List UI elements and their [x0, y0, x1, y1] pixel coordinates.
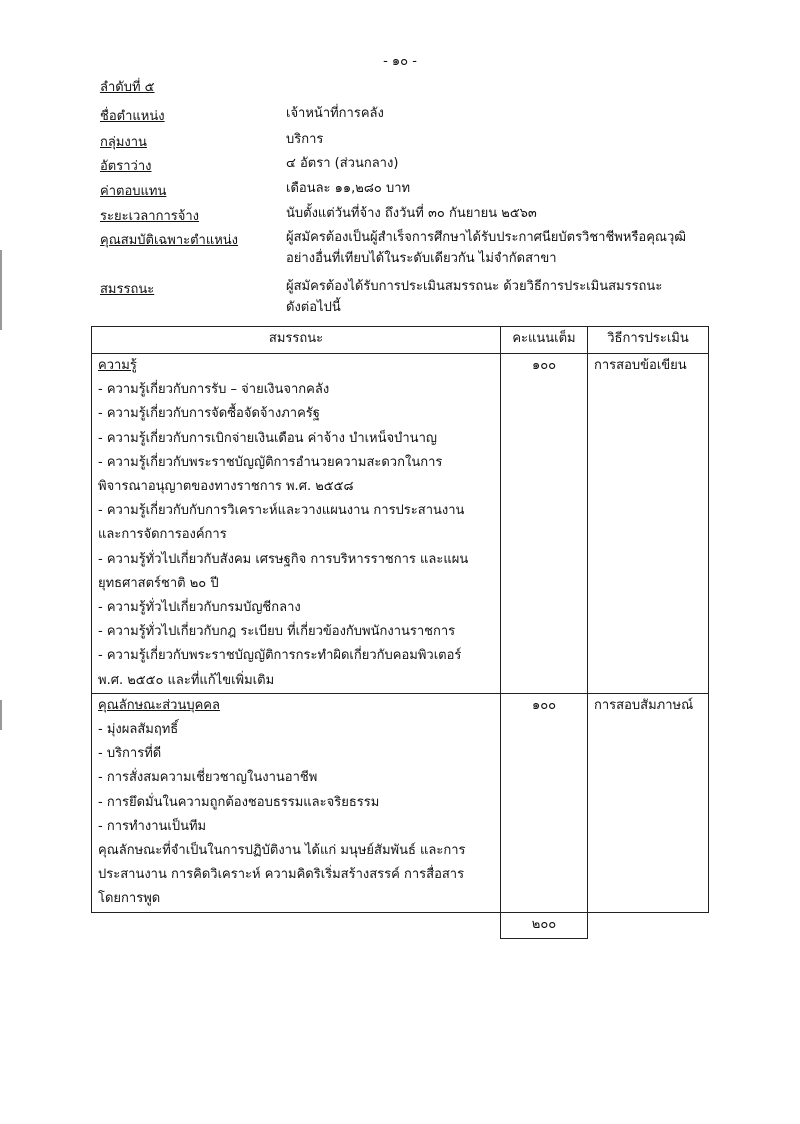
qualifications-line: ผู้สมัครต้องเป็นผู้สำเร็จการศึกษาได้รับประกาศนียบัตรวิชาชีพหรือคุณวุฒิ	[286, 230, 687, 245]
knowledge-item: - ความรู้ทั่วไปเกี่ยวกับสังคม เศรษฐกิจ การบริหารราชการ และแผน	[98, 551, 469, 567]
field-label-job-group: กลุ่มงาน	[100, 135, 147, 150]
knowledge-item: - ความรู้ทั่วไปเกี่ยวกับกฎ ระเบียบ ที่เกี่ยวข้องกับพนักงานราชการ	[98, 624, 456, 640]
competency-line: ผู้สมัครต้องได้รับการประเมินสมรรถนะ ด้วยวิธีการประเมินสมรรถนะ	[286, 279, 663, 294]
knowledge-item: ยุทธศาสตร์ชาติ ๒๐ ปี	[98, 575, 219, 591]
table-total-row	[92, 912, 709, 938]
total-score: ๒๐๐	[501, 912, 588, 938]
attribute-item: โดยการพูด	[98, 891, 161, 907]
field-value-employment-period: นับตั้งแต่วันที่จ้าง ถึงวันที่ ๓๐ กันยายน ๒๕๖๓	[286, 206, 537, 221]
knowledge-item: พิจารณาอนุญาตของทางราชการ พ.ศ. ๒๕๕๘	[98, 479, 354, 495]
header-assessment-method: วิธีการประเมิน	[588, 327, 709, 354]
knowledge-item: และการจัดการองค์การ	[98, 527, 227, 543]
field-value-position-name: เจ้าหน้าที่การคลัง	[286, 106, 384, 121]
table-row-knowledge	[92, 354, 709, 694]
table-header-row	[92, 327, 709, 354]
qualifications-line: อย่างอื่นที่เทียบได้ในระดับเดียวกัน ไม่จำกัดสาขา	[286, 251, 557, 266]
scan-edge-mark	[0, 700, 2, 730]
competency-table	[91, 326, 709, 939]
personal-attributes-title: คุณลักษณะส่วนบุคคล	[98, 697, 220, 713]
attribute-item: คุณลักษณะที่จำเป็นในการปฏิบัติงาน ได้แก่ มนุษย์สัมพันธ์ และการ	[98, 843, 466, 859]
personal-attributes-score: ๑๐๐	[501, 693, 588, 912]
field-value-job-group: บริการ	[286, 132, 324, 147]
knowledge-score: ๑๐๐	[501, 354, 588, 694]
attribute-item: - การยึดมั่นในความถูกต้องชอบธรรมและจริยธรรม	[98, 794, 380, 810]
field-label-position-name: ชื่อตำแหน่ง	[100, 109, 165, 124]
table-row-personal-attributes	[92, 693, 709, 912]
field-label-qualifications: คุณสมบัติเฉพาะตำแหน่ง	[100, 233, 239, 248]
scan-edge-mark	[0, 250, 2, 330]
field-value-vacancies: ๔ อัตรา (ส่วนกลาง)	[286, 156, 399, 171]
field-label-compensation: ค่าตอบแทน	[100, 184, 167, 199]
field-value-compensation: เดือนละ ๑๑,๒๘๐ บาท	[286, 181, 411, 196]
attribute-item: - การทำงานเป็นทีม	[98, 818, 207, 834]
field-label-vacancies: อัตราว่าง	[100, 159, 152, 174]
knowledge-item: - ความรู้เกี่ยวกับการรับ – จ่ายเงินจากคลัง	[98, 382, 330, 398]
knowledge-item: - ความรู้เกี่ยวกับการจัดซื้อจัดจ้างภาครัฐ	[98, 406, 320, 422]
knowledge-item: - ความรู้เกี่ยวกับกับการวิเคราะห์และวางแผนงาน การประสานงาน	[98, 503, 465, 519]
sequence-label: ลำดับที่ ๕	[100, 80, 155, 95]
page-number: - ๑๐ -	[383, 54, 417, 69]
knowledge-cell	[92, 354, 501, 694]
field-value-competency	[286, 276, 706, 318]
field-value-qualifications	[286, 227, 706, 269]
competency-line: ดังต่อไปนี้	[286, 300, 341, 315]
field-label-employment-period: ระยะเวลาการจ้าง	[100, 209, 199, 224]
knowledge-item: พ.ศ. ๒๕๕๐ และที่แก้ไขเพิ่มเติม	[98, 672, 275, 688]
personal-attributes-cell	[92, 693, 501, 912]
personal-attributes-method: การสอบสัมภาษณ์	[588, 693, 709, 912]
total-blank-left	[92, 912, 501, 938]
knowledge-item: - ความรู้ทั่วไปเกี่ยวกับกรมบัญชีกลาง	[98, 600, 301, 616]
knowledge-method: การสอบข้อเขียน	[588, 354, 709, 694]
attribute-item: ประสานงาน การคิดวิเคราะห์ ความคิดริเริ่มสร้างสรรค์ การสื่อสาร	[98, 867, 465, 883]
knowledge-item: - ความรู้เกี่ยวกับพระราชบัญญัติการอำนวยความสะดวกในการ	[98, 454, 443, 470]
total-blank-right	[588, 912, 709, 938]
attribute-item: - มุ่งผลสัมฤทธิ์	[98, 722, 179, 738]
header-full-score: คะแนนเต็ม	[501, 327, 588, 354]
attribute-item: - การสั่งสมความเชี่ยวชาญในงานอาชีพ	[98, 770, 318, 786]
knowledge-item: - ความรู้เกี่ยวกับการเบิกจ่ายเงินเดือน ค่าจ้าง บำเหน็จบำนาญ	[98, 430, 437, 446]
header-competency: สมรรถนะ	[92, 327, 501, 354]
attribute-item: - บริการที่ดี	[98, 746, 162, 762]
knowledge-title: ความรู้	[98, 358, 137, 373]
field-label-competency: สมรรถนะ	[100, 282, 155, 297]
knowledge-item: - ความรู้เกี่ยวกับพระราชบัญญัติการกระทำผิดเกี่ยวกับคอมพิวเตอร์	[98, 648, 462, 664]
